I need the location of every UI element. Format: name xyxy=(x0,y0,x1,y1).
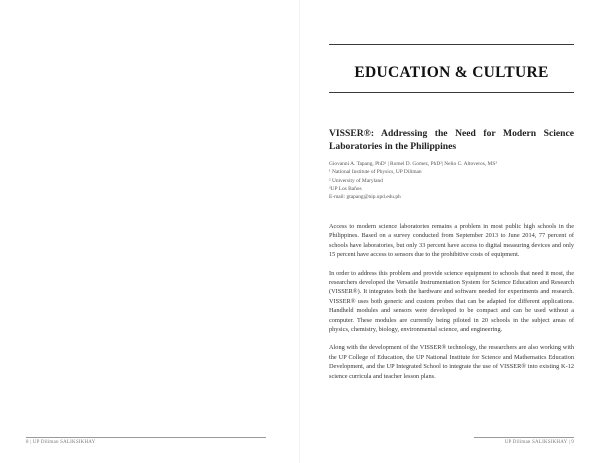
affiliation-2: ² University of Maryland xyxy=(329,177,383,184)
header-rule xyxy=(329,44,574,45)
paragraph: In order to address this problem and provide science equipment to schools that need it most, the researchers developed the Versatile Instrumentation System for Science Education and Research (VISSER®). It integrates both the hardware and software needed for experiments and research. VISSER® uses both generic and custom probes that can be adapted for different applications. Handheld modules and sensors were developed to be compact and can be used without a computer. These modules are currently being piloted in 20 schools in the subject areas of physics, chemistry, biology, environmental science, and engineering. xyxy=(329,269,574,334)
article-body xyxy=(329,222,574,390)
affiliation-3: ³UP Los Baños xyxy=(329,185,362,192)
affiliation-1: ¹ National Institute of Physics, UP Diliman xyxy=(329,169,422,176)
paragraph: Along with the development of the VISSER® technology, the researchers are also working with the UP College of Education, the UP National Institute for Science and Mathematics Education Development, and the UP Integrated School to integrate the use of VISSER® into existing K-12 science curricula and teacher lesson plans. xyxy=(329,344,574,380)
page-gutter xyxy=(299,0,300,463)
footer-left-text: 8 | UP Diliman SALIKSIKHAY xyxy=(26,440,96,445)
footer-right-text: UP Diliman SALIKSIKHAY | 9 xyxy=(504,440,574,445)
author-email: E-mail: gtapang@nip.upd.edu.ph xyxy=(329,194,401,201)
section-title-rule xyxy=(329,92,574,93)
author-block xyxy=(329,160,579,201)
footer-left xyxy=(26,437,266,445)
footer-right xyxy=(474,437,574,445)
footer-rule xyxy=(474,437,574,438)
footer-rule xyxy=(26,437,266,438)
article-title: VISSER®: Addressing the Need for Modern Science Laboratories in the Philippines xyxy=(329,128,574,152)
author-names: Giovanni A. Tapang, PhD¹ | Romel D. Gomez, PhD²| Nelio C. Altoveros, MS³ xyxy=(329,161,497,167)
paragraph: Access to modern science laboratories remains a problem in most public high schools in the Philippines. Based on a survey conducted from September 2013 to June 2014, 77 percent of schools have laboratories, but only 33 percent have access to digital measuring devices and only 15 percent have access to sensors due to the prohibitive costs of equipment. xyxy=(329,223,574,259)
section-title: EDUCATION & CULTURE xyxy=(354,64,549,81)
